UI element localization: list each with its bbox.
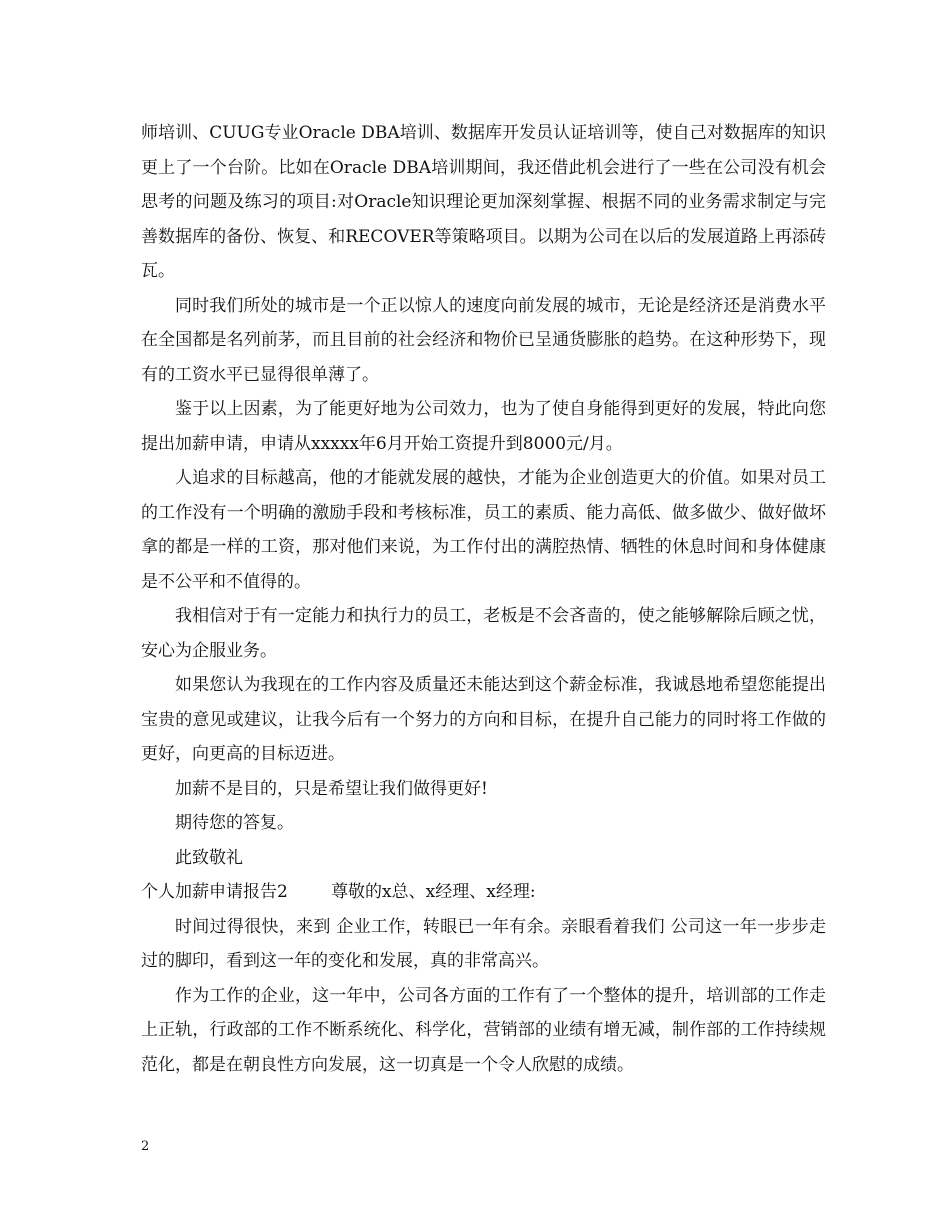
- salutation: 尊敬的x总、x经理、x经理:: [331, 882, 536, 902]
- paragraph-purpose: 加薪不是目的，只是希望让我们做得更好!: [175, 778, 488, 799]
- section-heading: 个人加薪申请报告2: [141, 882, 288, 902]
- page-number: 2: [141, 1139, 150, 1154]
- paragraph-awaiting-reply: 期待您的答复。: [175, 813, 294, 833]
- paragraph-time-flies: 时间过得很快，来到 企业工作，转眼已一年有余。亲眼看着我们 公司这一年一步步走过的脚印，看到这一年的变化和发展，真的非常高兴。: [141, 916, 826, 971]
- paragraph-training: 师培训、CUUG专业Oracle DBA培训、数据库开发员认证培训等，使自己对数据库的知识更上了一个台阶。比如在Oracle DBA培训期间，我还借此机会进行了一些在公司没有机会思考的问题及练习的项目:对Oracle知识理论更加深刻掌握、根据不同的业务需求制定与完善数据库的备份、恢复、和RECOVER等策略项目。以期为公司在以后的发展道路上再添砖瓦。: [141, 123, 826, 281]
- paragraph-closing: 此致敬礼: [175, 847, 243, 868]
- paragraph-company-progress: 作为工作的企业，这一年中，公司各方面的工作有了一个整体的提升，培训部的工作走上正轨，行政部的工作不断系统化、科学化，营销部的业绩有增无减，制作部的工作持续规范化，都是在朝良性方向发展，这一切真是一个令人欣慰的成绩。: [141, 985, 826, 1075]
- paragraph-city-economy: 同时我们所处的城市是一个正以惊人的速度向前发展的城市，无论是经济还是消费水平在全国都是名列前茅，而且目前的社会经济和物价已呈通货膨胀的趋势。在这种形势下，现有的工资水平已显得很单薄了。: [141, 295, 826, 385]
- section-heading-line: [141, 875, 826, 910]
- paragraph-goals: 人追求的目标越高，他的才能就发展的越快，才能为企业创造更大的价值。如果对员工的工作没有一个明确的激励手段和考核标准，员工的素质、能力高低、做多做少、做好做坏拿的都是一样的工资，那对他们来说，为工作付出的满腔热情、牺牲的休息时间和身体健康是不公平和不值得的。: [141, 468, 826, 592]
- paragraph-raise-request: 鉴于以上因素，为了能更好地为公司效力，也为了使自身能得到更好的发展，特此向您提出加薪申请，申请从xxxxx年6月开始工资提升到8000元/月。: [141, 399, 826, 454]
- paragraph-trust: 我相信对于有一定能力和执行力的员工，老板是不会吝啬的，使之能够解除后顾之忧，安心为企服业务。: [141, 606, 826, 661]
- paragraph-feedback: 如果您认为我现在的工作内容及质量还未能达到这个薪金标准，我诚恳地希望您能提出宝贵的意见或建议，让我今后有一个努力的方向和目标，在提升自己能力的同时将工作做的更好，向更高的目标迈进。: [141, 675, 826, 764]
- document-body: [141, 116, 826, 1082]
